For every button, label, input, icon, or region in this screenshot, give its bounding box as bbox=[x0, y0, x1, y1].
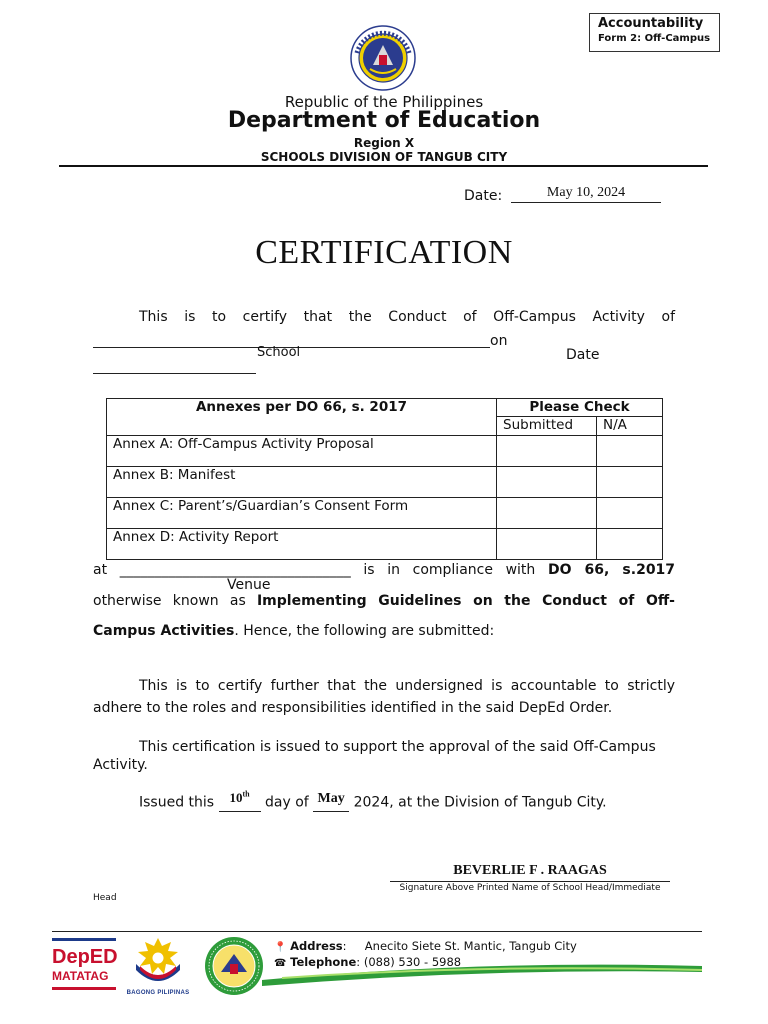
date-label: Date: bbox=[464, 188, 503, 204]
compliance-text: is in compliance with bbox=[363, 562, 536, 578]
issued-month: May bbox=[317, 791, 345, 807]
address-value: Anecito Siete St. Mantic, Tangub City bbox=[364, 939, 577, 953]
accountability-title: Accountability bbox=[598, 16, 704, 31]
campus-line bbox=[93, 623, 675, 639]
table-row bbox=[107, 498, 663, 529]
signer-name: BEVERLIE F . RAAGAS bbox=[453, 863, 607, 878]
division-seal-icon bbox=[204, 936, 264, 996]
date-blank-line bbox=[93, 359, 256, 374]
table-row bbox=[107, 467, 663, 498]
issued-month-field bbox=[313, 791, 349, 812]
accountability-paragraph: This is to certify further that the undersigned is accountable to strictly adhere to the roles and responsibilities identified in the said DepEd Order. bbox=[93, 678, 675, 716]
guideline-title-part1: Implementing Guidelines on the Conduct of Off- bbox=[256, 593, 675, 609]
issued-day-field bbox=[219, 790, 261, 812]
bagong-pilipinas-text: BAGONG PILIPINAS bbox=[126, 990, 190, 996]
annex-c-submitted-cell[interactable] bbox=[497, 498, 597, 529]
annex-column-header: Annexes per DO 66, s. 2017 bbox=[107, 399, 497, 436]
location-pin-icon: 📍 bbox=[274, 942, 287, 953]
otherwise-text: otherwise known as bbox=[93, 593, 246, 609]
issued-day-suffix: th bbox=[242, 790, 250, 799]
issued-prefix: Issued this bbox=[139, 794, 215, 811]
annex-a-submitted-cell[interactable] bbox=[497, 436, 597, 467]
accountability-subtitle: Form 2: Off-Campus bbox=[598, 33, 711, 44]
accountability-form-box bbox=[589, 13, 720, 52]
na-header: N/A bbox=[597, 417, 663, 436]
issued-day-number: 10 bbox=[229, 790, 243, 806]
telephone-value: (088) 530 - 5988 bbox=[363, 955, 462, 969]
logo-bar bbox=[52, 987, 116, 990]
signature-line bbox=[390, 881, 670, 882]
address-label: Address bbox=[290, 939, 343, 953]
school-label: School bbox=[257, 345, 301, 360]
issued-line bbox=[139, 790, 607, 812]
annex-d-label: Annex D: Activity Report bbox=[107, 529, 497, 560]
phone-icon: ☎ bbox=[274, 958, 287, 969]
annex-a-na-cell[interactable] bbox=[597, 436, 663, 467]
on-word: on bbox=[490, 333, 508, 349]
annex-table bbox=[106, 398, 663, 560]
deped-seal-icon bbox=[348, 25, 418, 91]
annex-c-label: Annex C: Parent’s/Guardian’s Consent Form bbox=[107, 498, 497, 529]
compliance-line bbox=[93, 562, 675, 578]
guideline-title-part2: Campus Activities bbox=[93, 623, 235, 639]
hence-text: . Hence, the following are submitted: bbox=[234, 623, 495, 639]
bagong-pilipinas-icon bbox=[126, 936, 190, 986]
approval-paragraph: This certification is issued to support the approval of the said Off-Campus Activity. bbox=[93, 739, 656, 773]
table-row bbox=[107, 436, 663, 467]
certify-paragraph: This is to certify that the Conduct of Off-Campus Activity of bbox=[139, 309, 675, 325]
submitted-header: Submitted bbox=[497, 417, 597, 436]
deped-matatag-logo bbox=[52, 938, 122, 994]
annex-b-submitted-cell[interactable] bbox=[497, 467, 597, 498]
issued-suffix: 2024, at the Division of Tangub City. bbox=[353, 794, 607, 811]
activity-date-label: Date bbox=[566, 347, 600, 363]
telephone-row: ☎ Telephone: (088) 530 - 5988 bbox=[274, 955, 462, 969]
address-row: 📍 Address: Anecito Siete St. Mantic, Tangub City bbox=[274, 939, 577, 953]
issued-day-of: day of bbox=[265, 794, 309, 811]
head-label: Head bbox=[93, 893, 117, 903]
table-row bbox=[107, 529, 663, 560]
department-heading: Department of Education bbox=[227, 108, 541, 133]
header-divider bbox=[59, 165, 708, 167]
republic-heading: Republic of the Philippines bbox=[284, 93, 484, 111]
region-heading: Region X bbox=[353, 136, 415, 150]
annex-c-na-cell[interactable] bbox=[597, 498, 663, 529]
bagong-pilipinas-logo bbox=[126, 936, 190, 998]
at-word: at bbox=[93, 562, 108, 578]
date-value: May 10, 2024 bbox=[511, 185, 661, 203]
annex-b-na-cell[interactable] bbox=[597, 467, 663, 498]
annex-d-na-cell[interactable] bbox=[597, 529, 663, 560]
annex-b-label: Annex B: Manifest bbox=[107, 467, 497, 498]
matatag-text: MATATAG bbox=[52, 969, 109, 983]
deped-logo-text: DepED bbox=[52, 946, 118, 968]
annex-a-label: Annex A: Off-Campus Activity Proposal bbox=[107, 436, 497, 467]
please-check-header: Please Check bbox=[497, 399, 663, 417]
footer-divider bbox=[52, 931, 702, 932]
venue-blank: _________________________________ bbox=[119, 562, 351, 578]
certification-title: CERTIFICATION bbox=[255, 234, 513, 271]
venue-label: Venue bbox=[227, 577, 271, 593]
logo-bar bbox=[52, 938, 116, 941]
telephone-label: Telephone bbox=[290, 955, 357, 969]
otherwise-line bbox=[93, 593, 675, 609]
deped-order-ref: DO 66, s.2017 bbox=[547, 562, 676, 578]
division-heading: SCHOOLS DIVISION OF TANGUB CITY bbox=[260, 150, 508, 164]
annex-d-submitted-cell[interactable] bbox=[497, 529, 597, 560]
signature-caption: Signature Above Printed Name of School Head/Immediate bbox=[399, 883, 661, 893]
